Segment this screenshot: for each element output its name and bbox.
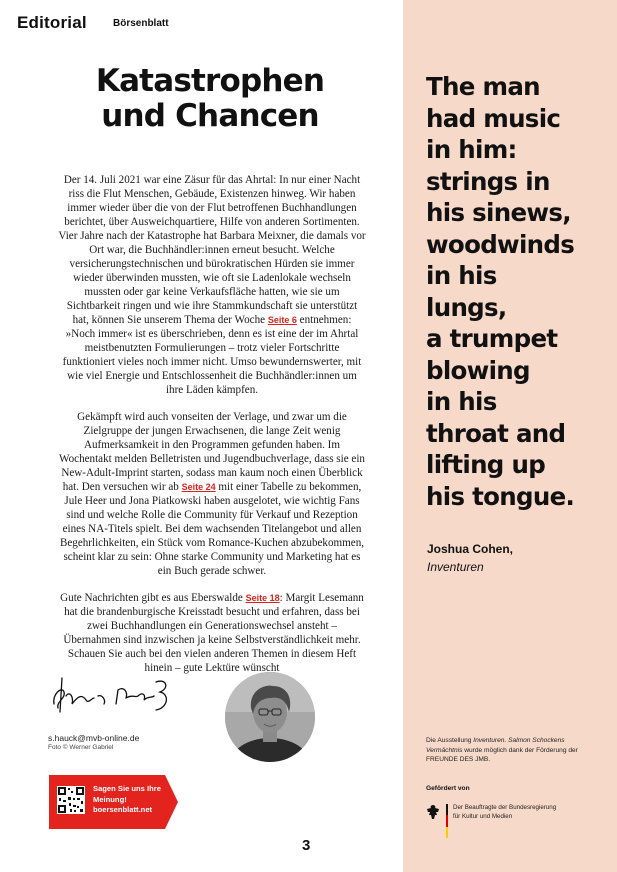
page-link-18[interactable]: Seite 18 [245, 593, 280, 603]
credit-prefix: Die Ausstellung [426, 737, 472, 744]
magazine-label: Börsenblatt [113, 18, 169, 29]
quote-line: had music [426, 103, 561, 133]
headline-line-2: und Chancen [101, 98, 319, 134]
quote-line: in him: [426, 135, 517, 164]
quote-line: strings in [426, 166, 550, 196]
quote-line: throat and [426, 418, 566, 448]
supported-by-label: Gefördert von [426, 785, 470, 792]
page-number: 3 [302, 837, 311, 854]
editorial-body [58, 173, 366, 688]
paragraph-1-text-a: Der 14. Juli 2021 war eine Zäsur für das Ahrtal: In nur einer Nacht riss die Flut Menschen, Gebäude, Existenzen hinweg. Wir haben immer wieder über die von der Flut betroffenen Buchhandlungen berichtet, über Ausweichquartiere, Hilfe von anderen Sortimenten. Vier Jahre nach der Katastrophe hat Barbara Meixner, die damals vor Ort war, die Buchhändler:innen erneut besucht. Welche versicherungstechnischen und bürokratischen Hürden sie immer wieder überwinden mussten, wie oft sie Ladenlokale wechseln mussten oder gar keine Verkaufsfläche hatten, wie sie um Sichtbarkeit ringen und wie ihre Stammkundschaft sie unterstützt hat, können Sie unserem Thema der Woche [58, 174, 366, 326]
quote-line: lifting up [426, 450, 546, 479]
quote-source: Inventuren [427, 560, 484, 574]
federal-eagle-icon [426, 804, 440, 820]
paragraph-1 [58, 173, 366, 397]
exhibition-credit [426, 736, 601, 765]
paragraph-1-text-b: entnehmen: »Noch immer« ist es überschrieben, denn es ist eine der im Ahrtal meistbenutzten Formulierungen – trotz vieler Fortschritte funktioniert vieles noch immer nicht. Umso bewundernswerter, mit wie viel Energie und Entschlossenheit die Buchhändler:innen um ihre Läden kämpfen. [62, 314, 362, 396]
quote-line: a trumpet [426, 324, 558, 353]
page-link-6[interactable]: Seite 6 [267, 315, 297, 325]
paragraph-2-text-a: Gekämpft wird auch vonseiten der Verlage, und zwar um die Zielgruppe der jungen Erwachsenen, die lange Zeit wenig Aufmerksamkeit in den Programmen gefunden haben. Im Wochentakt melden Belletristen und Jugendbuchverlage, dass sie ein New-Adult-Imprint starten, sodass man kaum noch einen Überblick hat. Den versuchen wir ab [59, 411, 365, 493]
author-email[interactable]: s.hauck@mvb-online.de [48, 733, 140, 743]
headline-line-1: Katastrophen [95, 63, 325, 99]
page-title [60, 64, 360, 134]
credit-suffix: wurde möglich dank der Förderung der FREUNDE DES JMB. [426, 746, 578, 763]
quote-line: in his [426, 387, 497, 416]
german-flag-bar [446, 804, 448, 838]
cta-line-1: Sagen Sie uns Ihre [93, 784, 161, 793]
bkm-logo [426, 802, 596, 842]
quote-author: Joshua Cohen, [427, 542, 514, 556]
qr-code-icon[interactable] [57, 786, 85, 814]
feedback-button[interactable] [49, 775, 178, 829]
section-label: Editorial [17, 13, 87, 32]
quote-line: lungs, [426, 292, 507, 322]
cta-line-3: boersenblatt.net [93, 805, 153, 814]
quote-line: blowing [426, 355, 530, 385]
cta-text[interactable] [93, 784, 169, 816]
quote-line: his tongue. [426, 481, 575, 511]
bkm-text [453, 804, 593, 821]
bkm-line-2: für Kultur und Medien [453, 812, 513, 820]
photo-credit: Foto © Werner Gabriel [48, 744, 114, 751]
signature-image [48, 668, 188, 716]
cta-line-2: Meinung! [93, 794, 127, 804]
quote-line: The man [426, 72, 540, 101]
paragraph-2 [58, 410, 366, 578]
pull-quote [426, 71, 611, 512]
paragraph-2-text-b: mit einer Tabelle zu bekommen, Jule Heer und Jona Piatkowski haben ausgelotet, wie wichtig Fans sind und welche Rolle die Community für Verkauf und Rezeption eines NA-Titels spielt. Bei dem wachsenden Titelangebot und allen Begehrlichkeiten, ein Stück vom Romance-Kuchen abzubekommen, scheint klar zu sein: Ohne starke Community und Marketing hat es ein Buch gerade schwer. [59, 481, 365, 577]
portrait-image [225, 672, 315, 762]
paragraph-3-text-a: Gute Nachrichten gibt es aus Eberswalde [60, 592, 243, 604]
page-link-24[interactable]: Seite 24 [181, 482, 216, 492]
quote-line: his sinews, [426, 198, 571, 227]
bkm-line-1: Der Beauftragte der Bundesregierung [453, 804, 557, 811]
quote-line: woodwinds [426, 229, 575, 259]
author-portrait [225, 672, 315, 762]
paragraph-3 [58, 591, 366, 675]
paragraph-3-text-b: : Margit Lesemann hat die brandenburgische Kreisstadt besucht und erfahren, dass bei zwei Buchhandlungen ein Generationswechsel ansteht – Übernahmen sind inzwischen ja keine Selbstverständlichkeit mehr. Schauen Sie auch bei den vielen anderen Themen in diesem Heft hinein – gute Lektüre wünscht [63, 592, 364, 674]
exhibition-title: Inventuren. Salmon Schockens Vermächtnis [426, 737, 565, 754]
quote-line: in his [426, 261, 497, 290]
